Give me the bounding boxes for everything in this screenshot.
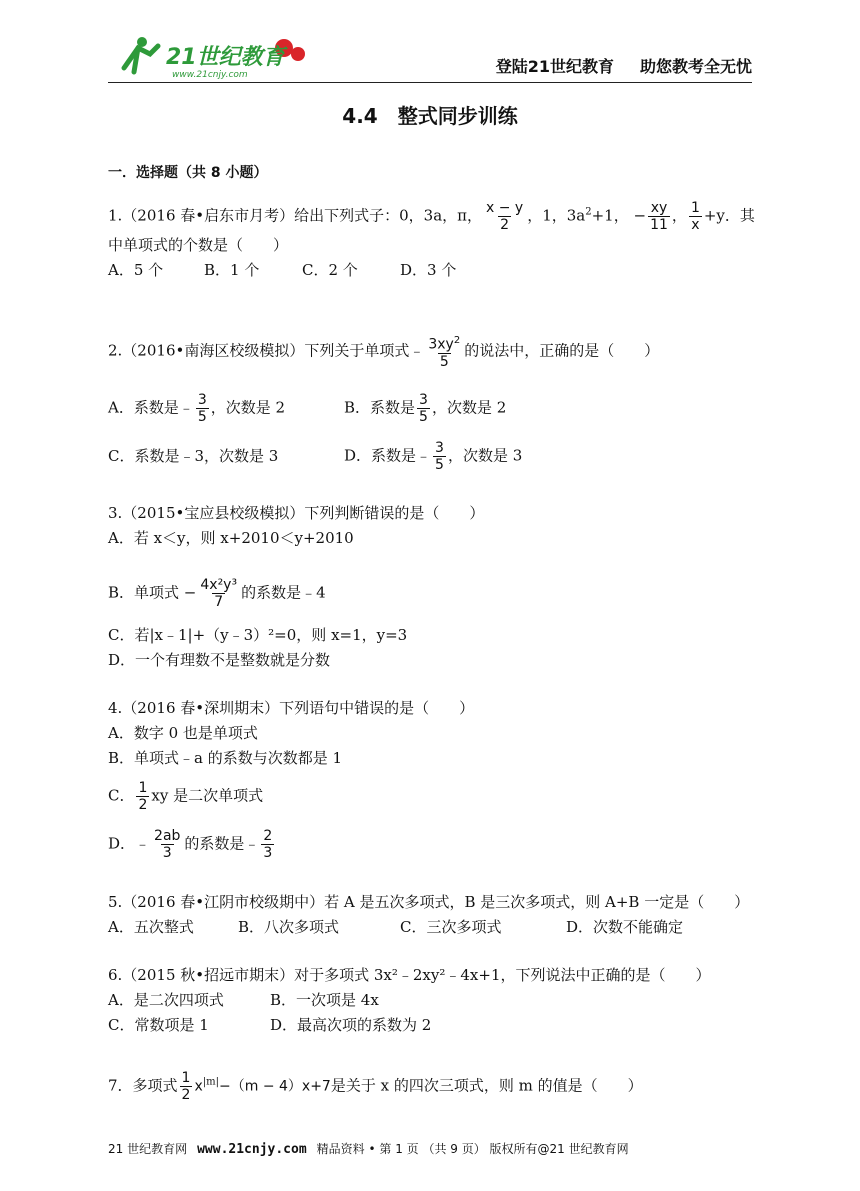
q6-option-d: D．最高次项的系数为 2: [270, 1016, 432, 1034]
footer-left: 21 世纪教育网: [108, 1142, 188, 1156]
question-2-options-cd: [108, 440, 522, 473]
page-footer: [108, 1140, 752, 1157]
question-1-options: [108, 260, 456, 280]
q1-fraction-1: $\frac{x - y}{2}$: [486, 200, 524, 233]
q4-option-c: C． $\frac{1}{2}$ xy 是二次单项式: [108, 780, 264, 813]
logo-text: 21世纪教育: [166, 45, 285, 70]
q4-option-a: A．数字 0 也是单项式: [108, 724, 258, 742]
q3-option-b: B．单项式 − $\frac{\text{4x²y³}}{7}$ 的系数是﹣4: [108, 577, 326, 610]
q3-option-d: D．一个有理数不是整数就是分数: [108, 651, 331, 669]
footer-url[interactable]: www.21cnjy.com: [197, 1142, 307, 1157]
question-6-options-cd: [108, 1015, 431, 1035]
q2-prefix: 2.（2016•南海区校级模拟）下列关于单项式﹣: [108, 341, 425, 360]
slogan-left: 登陆21世纪教育: [495, 57, 614, 76]
q1-option-b: B．1 个: [204, 261, 260, 279]
logo-url: www.21cnjy.com: [172, 70, 248, 80]
q2-option-b: B．系数是 $\frac{3}{5}$ ，次数是 2: [344, 392, 507, 425]
q1-fraction-3: $\frac{1}{x}$: [690, 200, 700, 233]
q6-option-b: B．一次项是 4x: [270, 991, 379, 1009]
footer-right: 精品资料 • 第 1 页 （共 9 页） 版权所有@21 世纪教育网: [316, 1142, 629, 1156]
q4-option-b: B．单项式﹣a 的系数与次数都是 1: [108, 749, 343, 767]
question-2-options-ab: [108, 392, 506, 425]
q4-option-d: D．﹣ $\frac{2ab}{3}$ 的系数是﹣ $\frac{2}{3}$: [108, 828, 273, 861]
q1-tail: +y．其: [703, 206, 755, 225]
question-6-options-ab: [108, 990, 379, 1010]
question-4-stem: 4.（2016 春•深圳期末）下列语句中错误的是（ ）: [108, 699, 475, 717]
q2-option-a: A．系数是﹣ $\frac{3}{5}$ ，次数是 2: [108, 392, 286, 425]
page-title: 4.4 整式同步训练: [342, 104, 518, 128]
q1-mid: ，1，3a: [527, 206, 586, 225]
q1-fraction-2: $\frac{xy}{11}$: [650, 200, 668, 233]
question-5-options: [108, 917, 683, 937]
q5-option-d: D．次数不能确定: [566, 918, 684, 936]
q3-option-c: C．若|x﹣1|+（y﹣3）²=0，则 x=1，y=3: [108, 626, 408, 644]
q1-option-d: D．3 个: [400, 261, 457, 279]
header-slogan: [470, 54, 752, 77]
question-1-line-1: [108, 200, 755, 233]
q1-prefix: 1.（2016 春•启东市月考）给出下列式子：0，3a，π，: [108, 206, 482, 225]
q5-option-b: B．八次多项式: [238, 918, 340, 936]
question-3-stem: 3.（2015•宝应县校级模拟）下列判断错误的是（ ）: [108, 504, 485, 522]
q3-option-a: A．若 x＜y，则 x+2010＜y+2010: [108, 529, 354, 547]
q2-fraction: $\frac{3xy^2}{5}$: [428, 335, 461, 370]
q1-option-a: A．5 个: [108, 261, 164, 279]
q5-option-c: C．三次多项式: [400, 918, 502, 936]
q2-option-d: D．系数是﹣ $\frac{3}{5}$ ，次数是 3: [344, 440, 523, 473]
section-heading: 一．选择题（共 8 小题）: [108, 165, 268, 181]
q6-option-c: C．常数项是 1: [108, 1016, 209, 1034]
question-5-stem: 5.（2016 春•江阴市校级期中）若 A 是五次多项式，B 是三次多项式，则 A+B 一定是（ ）: [108, 893, 750, 911]
q1-sup: 2: [585, 206, 592, 218]
q6-option-a: A．是二次四项式: [108, 991, 224, 1009]
q2-option-c: C．系数是﹣3，次数是 3: [108, 446, 279, 465]
question-1-line-2: 中单项式的个数是（ ）: [108, 236, 289, 254]
q2-tail: 的说法中，正确的是（ ）: [464, 341, 660, 360]
question-2-stem: [108, 333, 659, 370]
q5-option-a: A．五次整式: [108, 918, 194, 936]
q1-option-c: C．2 个: [302, 261, 358, 279]
question-7-stem: 7．多项式 $\frac{1}{2}$ $x^{|m|}-(m - 4)x+7$是关于 x 的四次三项式，则 m 的值是（ ）: [108, 1070, 643, 1103]
q1-mid2: +1，: [591, 206, 629, 225]
21cnjy-logo: [114, 32, 314, 80]
q1-comma: ，: [671, 206, 687, 225]
page-header: [108, 30, 752, 83]
slogan-right: 助您教考全无忧: [639, 57, 752, 76]
q1-neg: −: [633, 206, 647, 225]
question-6-stem: 6.（2015 秋•招远市期末）对于多项式 3x²﹣2xy²﹣4x+1，下列说法中正确的是（ ）: [108, 966, 711, 984]
